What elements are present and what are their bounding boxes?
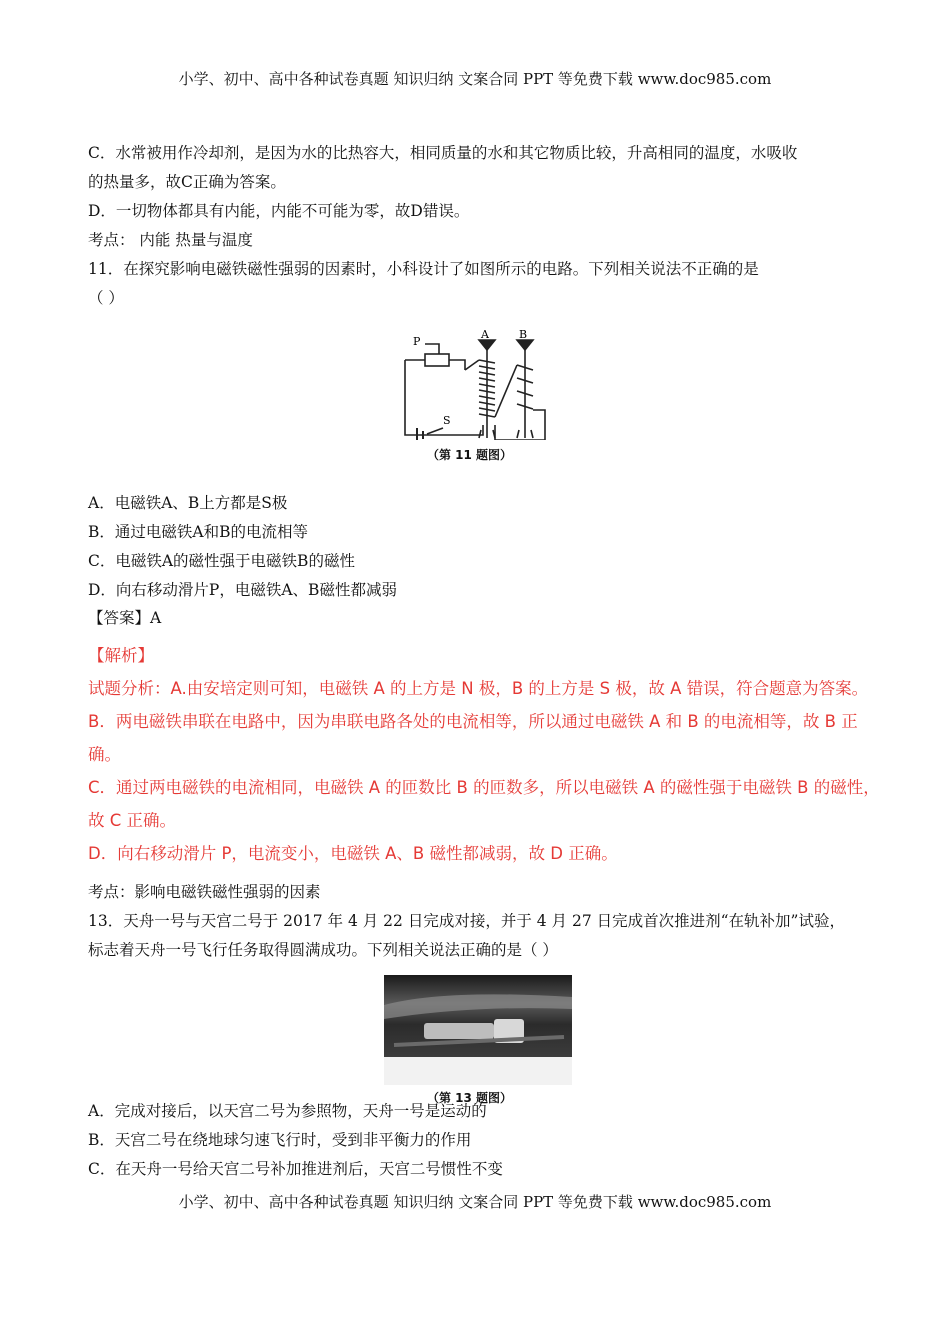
q13-stem-line2: 标志着天舟一号飞行任务取得圆满成功。下列相关说法正确的是（ ） — [88, 941, 558, 959]
label-p: P — [413, 335, 421, 348]
figure-13-caption: （第 13 题图） — [427, 1091, 513, 1105]
q11-option-b: B．通过电磁铁A和B的电流相等 — [88, 523, 308, 541]
figure-11-caption: （第 11 题图） — [427, 448, 513, 462]
q11-stem-line2: （ ） — [88, 289, 124, 307]
prev-option-c-line2: 的热量多，故C正确为答案。 — [88, 173, 286, 191]
q11-option-a: A．电磁铁A、B上方都是S极 — [88, 494, 288, 512]
q11-stem-line1: 11．在探究影响电磁铁磁性强弱的因素时，小科设计了如图所示的电路。下列相关说法不正确的是 — [88, 260, 759, 278]
q11-option-d: D．向右移动滑片P，电磁铁A、B磁性都减弱 — [88, 581, 397, 599]
label-a: A — [481, 330, 489, 341]
page-footer: 小学、初中、高中各种试卷真题 知识归纳 文案合同 PPT 等免费下载 www.doc985.com — [178, 1193, 772, 1211]
label-s: S — [443, 414, 451, 427]
prev-kaodian: 考点： 内能 热量与温度 — [88, 231, 253, 249]
analysis-line-4: C．通过两电磁铁的电流相同，电磁铁 A 的匝数比 B 的匝数多，所以电磁铁 A 的磁性强于电磁铁 B 的磁性， — [88, 778, 880, 797]
label-b: B — [519, 330, 528, 341]
q13-option-c: C．在天舟一号给天宫二号补加推进剂后，天宫二号惯性不变 — [88, 1160, 503, 1178]
prev-option-d: D．一切物体都具有内能，内能不可能为零，故D错误。 — [88, 202, 470, 220]
analysis-line-3: 确。 — [88, 745, 121, 764]
q11-option-c: C．电磁铁A的磁性强于电磁铁B的磁性 — [88, 552, 355, 570]
q11-answer: 【答案】A — [88, 609, 162, 627]
page-header: 小学、初中、高中各种试卷真题 知识归纳 文案合同 PPT 等免费下载 www.doc985.com — [178, 70, 772, 88]
q13-stem-line1: 13．天舟一号与天宫二号于 2017 年 4 月 22 日完成对接，并于 4 月 27 日完成首次推进剂“在轨补加”试验， — [88, 912, 845, 930]
spacecraft-photo — [384, 975, 572, 1085]
analysis-line-2: B．两电磁铁串联在电路中，因为串联电路各处的电流相等，所以通过电磁铁 A 和 B 的电流相等，故 B 正 — [88, 712, 858, 731]
analysis-line-5: 故 C 正确。 — [88, 811, 177, 830]
analysis-line-6: D．向右移动滑片 P，电流变小，电磁铁 A、B 磁性都减弱，故 D 正确。 — [88, 844, 618, 863]
q11-kaodian: 考点：影响电磁铁磁性强弱的因素 — [88, 883, 321, 901]
circuit-diagram — [395, 330, 555, 440]
q13-option-b: B．天宫二号在绕地球匀速飞行时，受到非平衡力的作用 — [88, 1131, 472, 1149]
analysis-title: 【解析】 — [88, 646, 154, 665]
analysis-line-1: 试题分析：A.由安培定则可知，电磁铁 A 的上方是 N 极，B 的上方是 S 极，故 A 错误，符合题意为答案。 — [88, 679, 869, 698]
prev-option-c-line1: C．水常被用作冷却剂，是因为水的比热容大，相同质量的水和其它物质比较，升高相同的温度，水吸收 — [88, 144, 798, 162]
q13-option-a: A．完成对接后，以天宫二号为参照物，天舟一号是运动的 — [88, 1102, 487, 1120]
